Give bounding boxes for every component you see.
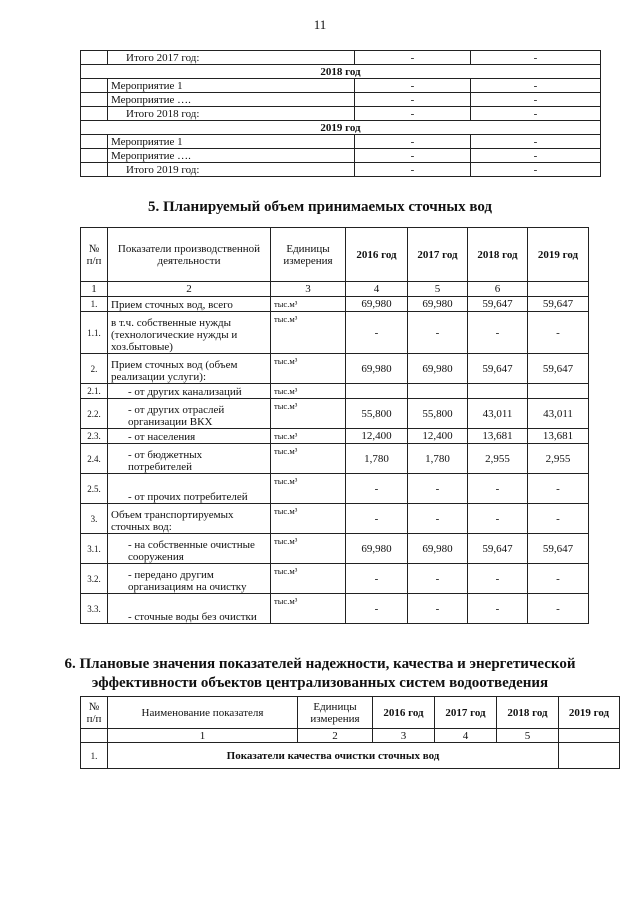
section6-title	[0, 656, 640, 692]
measure-label: Мероприятие 1	[108, 135, 355, 149]
value-cell: 59,647	[528, 354, 589, 384]
section6-table	[80, 696, 620, 769]
unit-cell: тыс.м³	[271, 444, 346, 474]
indicator-label: - от населения	[108, 429, 271, 444]
measure-label: Итого 2018 год:	[108, 107, 355, 121]
empty-cell	[559, 743, 620, 769]
section6-header	[81, 697, 620, 729]
section6-title-line2: эффективности объектов централизованных систем водоотведения	[91, 675, 549, 691]
value-cell: -	[346, 474, 408, 504]
header-2019: 2019 год	[528, 228, 589, 282]
indicator-label: - передано другим организациям на очистку	[108, 564, 271, 594]
value-cell: -	[468, 594, 528, 624]
value-cell: 13,681	[468, 429, 528, 444]
indicator-row	[81, 474, 589, 504]
value-cell: 59,647	[528, 297, 589, 312]
empty-cell	[81, 163, 108, 177]
value-cell: -	[528, 564, 589, 594]
unit-cell: тыс.м³	[271, 384, 346, 399]
measure-row	[81, 149, 601, 163]
value-cell: 2,955	[468, 444, 528, 474]
value-cell: 69,980	[408, 297, 468, 312]
section6-index-row	[81, 729, 620, 743]
indicator-row	[81, 429, 589, 444]
measure-label: Мероприятие 1	[108, 79, 355, 93]
value-cell: 43,011	[468, 399, 528, 429]
header-2017: 2017 год	[435, 697, 497, 729]
value-cell: -	[468, 474, 528, 504]
unit-cell: тыс.м³	[271, 474, 346, 504]
header-2019: 2019 год	[559, 697, 620, 729]
row-label: Показатели качества очистки сточных вод	[108, 743, 559, 769]
value-cell: 55,800	[408, 399, 468, 429]
value-cell: -	[346, 594, 408, 624]
value-cell: 2,955	[528, 444, 589, 474]
index-cell: 2	[298, 729, 373, 743]
indicator-label: - от других канализаций	[108, 384, 271, 399]
top-table	[80, 50, 601, 177]
measure-row	[81, 107, 601, 121]
header-2016: 2016 год	[346, 228, 408, 282]
index-cell: 5	[497, 729, 559, 743]
value-cell: 1,780	[346, 444, 408, 474]
section5-table	[80, 227, 589, 624]
row-number: 3.1.	[81, 534, 108, 564]
row-number: 1.1.	[81, 312, 108, 354]
empty-cell	[81, 107, 108, 121]
header-indicator: Показатели производственной деятельности	[108, 228, 271, 282]
indicator-row	[81, 444, 589, 474]
header-units: Единицы измерения	[271, 228, 346, 282]
value-cell: -	[528, 594, 589, 624]
index-cell: 5	[408, 282, 468, 297]
index-cell	[559, 729, 620, 743]
index-cell	[528, 282, 589, 297]
empty-cell	[81, 149, 108, 163]
unit-cell: тыс.м³	[271, 504, 346, 534]
year-label: 2018 год	[81, 65, 601, 79]
section6-row-1	[81, 743, 620, 769]
row-number: 2.3.	[81, 429, 108, 444]
header-number: № п/п	[81, 228, 108, 282]
value-cell: -	[468, 504, 528, 534]
value-cell: -	[471, 149, 601, 163]
value-cell: 1,780	[408, 444, 468, 474]
indicator-row	[81, 354, 589, 384]
value-cell: 69,980	[408, 534, 468, 564]
unit-cell: тыс.м³	[271, 312, 346, 354]
indicator-label: - от бюджетных потребителей	[108, 444, 271, 474]
measure-row	[81, 93, 601, 107]
row-number: 3.2.	[81, 564, 108, 594]
value-cell: 69,980	[346, 297, 408, 312]
empty-cell	[81, 93, 108, 107]
value-cell: 69,980	[346, 534, 408, 564]
measure-label: Мероприятие ….	[108, 149, 355, 163]
value-cell: -	[528, 312, 589, 354]
value-cell: -	[346, 312, 408, 354]
value-cell: 12,400	[346, 429, 408, 444]
indicator-label: в т.ч. собственные нужды (технологические нужды и хоз.бытовые)	[108, 312, 271, 354]
measure-row	[81, 51, 601, 65]
value-cell: 59,647	[468, 534, 528, 564]
header-2018: 2018 год	[497, 697, 559, 729]
value-cell: -	[471, 93, 601, 107]
indicator-row	[81, 594, 589, 624]
value-cell: -	[346, 564, 408, 594]
value-cell: 13,681	[528, 429, 589, 444]
row-number: 2.1.	[81, 384, 108, 399]
indicator-label: - на собственные очистные сооружения	[108, 534, 271, 564]
value-cell: -	[528, 504, 589, 534]
empty-cell	[81, 51, 108, 65]
value-cell: -	[408, 312, 468, 354]
empty-cell	[81, 135, 108, 149]
row-number: 2.5.	[81, 474, 108, 504]
row-number: 2.	[81, 354, 108, 384]
unit-cell: тыс.м³	[271, 399, 346, 429]
value-cell	[468, 384, 528, 399]
indicator-label: - от других отраслей организации ВКХ	[108, 399, 271, 429]
measure-row	[81, 135, 601, 149]
row-number: 2.2.	[81, 399, 108, 429]
unit-cell: тыс.м³	[271, 354, 346, 384]
value-cell: -	[355, 107, 471, 121]
index-cell	[81, 729, 108, 743]
value-cell: 55,800	[346, 399, 408, 429]
value-cell: -	[408, 504, 468, 534]
value-cell: -	[471, 51, 601, 65]
indicator-row	[81, 504, 589, 534]
empty-cell	[81, 79, 108, 93]
value-cell: 59,647	[468, 297, 528, 312]
row-number: 1.	[81, 297, 108, 312]
unit-cell: тыс.м³	[271, 564, 346, 594]
row-number: 2.4.	[81, 444, 108, 474]
indicator-row	[81, 564, 589, 594]
indicator-row	[81, 312, 589, 354]
index-cell: 4	[435, 729, 497, 743]
header-number: № п/п	[81, 697, 108, 729]
section6-title-line1: 6. Плановые значения показателей надежности, качества и энергетической	[64, 656, 576, 672]
index-cell: 3	[373, 729, 435, 743]
header-2017: 2017 год	[408, 228, 468, 282]
value-cell: -	[355, 149, 471, 163]
index-cell: 2	[108, 282, 271, 297]
value-cell: 43,011	[528, 399, 589, 429]
indicator-label: Прием сточных вод, всего	[108, 297, 271, 312]
measure-row	[81, 163, 601, 177]
measure-label: Итого 2019 год:	[108, 163, 355, 177]
value-cell: -	[471, 107, 601, 121]
measure-row	[81, 79, 601, 93]
value-cell: 69,980	[346, 354, 408, 384]
value-cell: -	[468, 564, 528, 594]
year-header-row	[81, 65, 601, 79]
value-cell: -	[355, 163, 471, 177]
year-header-row	[81, 121, 601, 135]
value-cell: -	[471, 163, 601, 177]
unit-cell: тыс.м³	[271, 534, 346, 564]
value-cell: 59,647	[528, 534, 589, 564]
indicator-row	[81, 399, 589, 429]
measure-label: Мероприятие ….	[108, 93, 355, 107]
value-cell: 59,647	[468, 354, 528, 384]
indicator-label: - сточные воды без очистки	[108, 594, 271, 624]
row-number: 3.3.	[81, 594, 108, 624]
header-indicator-name: Наименование показателя	[108, 697, 298, 729]
value-cell	[408, 384, 468, 399]
index-cell: 1	[81, 282, 108, 297]
value-cell: -	[528, 474, 589, 504]
header-2016: 2016 год	[373, 697, 435, 729]
row-number: 1.	[81, 743, 108, 769]
measure-label: Итого 2017 год:	[108, 51, 355, 65]
index-row	[81, 282, 589, 297]
indicator-row	[81, 384, 589, 399]
unit-cell: тыс.м³	[271, 429, 346, 444]
value-cell: -	[408, 564, 468, 594]
unit-cell: тыс.м³	[271, 297, 346, 312]
header-2018: 2018 год	[468, 228, 528, 282]
header-units: Единицы измерения	[298, 697, 373, 729]
value-cell: -	[408, 594, 468, 624]
value-cell	[528, 384, 589, 399]
row-number: 3.	[81, 504, 108, 534]
value-cell: -	[471, 79, 601, 93]
index-cell: 6	[468, 282, 528, 297]
indicator-label: - от прочих потребителей	[108, 474, 271, 504]
value-cell: -	[355, 51, 471, 65]
indicator-row	[81, 297, 589, 312]
value-cell: -	[346, 504, 408, 534]
section5-body	[81, 297, 589, 624]
value-cell: -	[471, 135, 601, 149]
indicator-label: Объем транспортируемых сточных вод:	[108, 504, 271, 534]
year-label: 2019 год	[81, 121, 601, 135]
value-cell: -	[355, 93, 471, 107]
value-cell: -	[355, 135, 471, 149]
index-cell: 1	[108, 729, 298, 743]
indicator-label: Прием сточных вод (объем реализации услуги):	[108, 354, 271, 384]
value-cell: -	[408, 474, 468, 504]
value-cell: 69,980	[408, 354, 468, 384]
value-cell	[346, 384, 408, 399]
value-cell: -	[355, 79, 471, 93]
section5-title: 5. Планируемый объем принимаемых сточных вод	[147, 199, 493, 215]
index-cell: 4	[346, 282, 408, 297]
value-cell: 12,400	[408, 429, 468, 444]
index-cell: 3	[271, 282, 346, 297]
page-number: 11	[313, 17, 327, 32]
unit-cell: тыс.м³	[271, 594, 346, 624]
top-table-body	[81, 51, 601, 177]
indicator-row	[81, 534, 589, 564]
section5-header	[81, 228, 589, 297]
value-cell: -	[468, 312, 528, 354]
